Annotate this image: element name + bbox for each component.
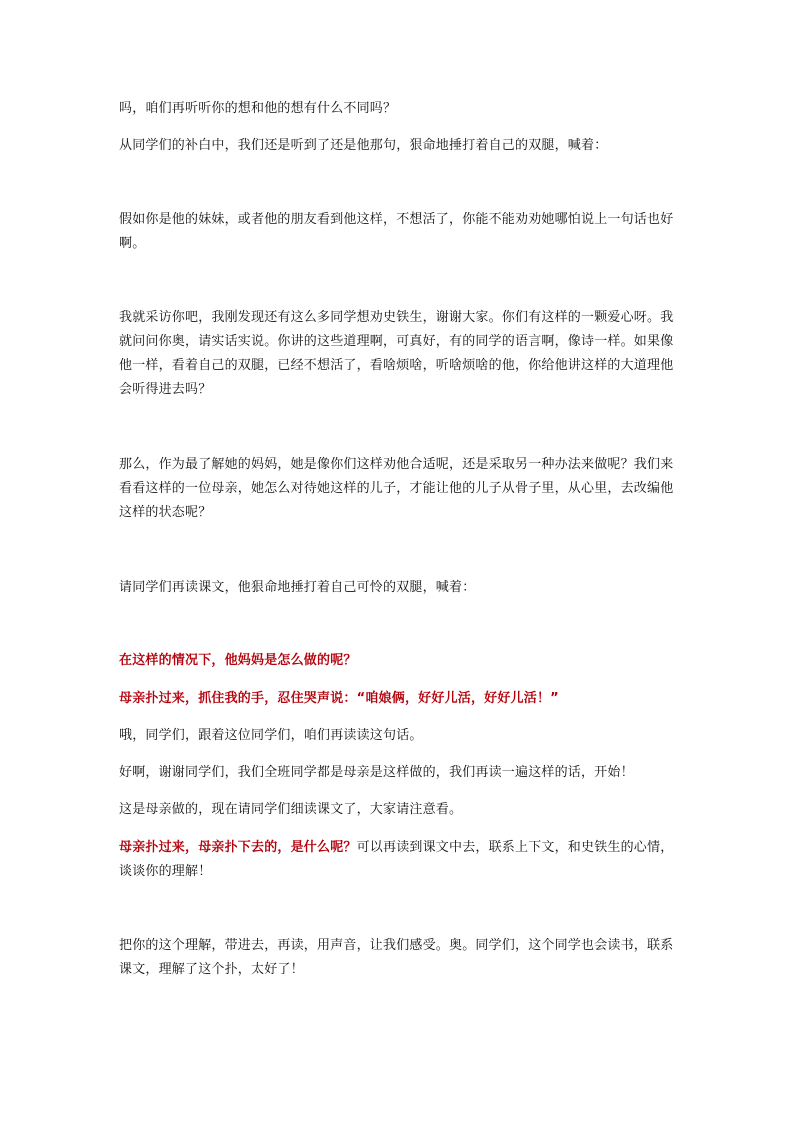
red-question-heading: 在这样的情况下，他妈妈是怎么做的呢？ bbox=[119, 653, 357, 668]
paragraph-2: 从同学们的补白中，我们还是听到了还是他那句，狠命地捶打着自己的双腿，喊着： bbox=[119, 138, 608, 153]
red-question-inline: 母亲扑过来，母亲扑下去的，是什么呢？ bbox=[119, 840, 357, 855]
paragraph-10: 好啊，谢谢同学们，我们全班同学都是母亲是这样做的，我们再读一遍这样的话，开始！ bbox=[119, 765, 634, 780]
paragraph-9: 哦，同学们，跟着这位同学们，咱们再读读这句话。 bbox=[119, 728, 423, 743]
paragraph-6: 请同学们再读课文，他狠命地捶打着自己可怜的双腿，喊着： bbox=[119, 580, 476, 595]
paragraph-12-continuation: 可以再读到课文中去，联系上下文，和史铁生的心情，谈谈你的理解！ bbox=[119, 840, 674, 879]
paragraph-1: 吗，咱们再听听你的想和他的想有什么不同吗？ bbox=[119, 101, 397, 116]
paragraph-11: 这是母亲做的，现在请同学们细读课文了，大家请注意看。 bbox=[119, 802, 463, 817]
paragraph-5: 那么，作为最了解她的妈妈，她是像你们这样劝他合适呢，还是采取另一种办法来做呢？我们来看看这样的一位母亲，她怎么对待她这样的儿子，才能让他的儿子从骨子里，从心里，去改编他这样的状态呢？ bbox=[119, 457, 674, 520]
red-quote-mother: 母亲扑过来，抓住我的手，忍住哭声说：“咱娘俩，好好儿活，好好儿活！” bbox=[119, 691, 559, 706]
paragraph-12 bbox=[119, 836, 679, 884]
paragraph-4: 我就采访你吧，我刚发现还有这么多同学想劝史铁生，谢谢大家。你们有这样的一颗爱心呀。我就问问你奥，请实话实说。你讲的这些道理啊，可真好，有的同学的语言啊，像诗一样。如果像他一样，看着自己的双腿，已经不想活了，看啥烦啥，听啥烦啥的他，你给他讲这样的大道理他会听得进去吗？ bbox=[119, 310, 674, 397]
paragraph-13: 把你的这个理解，带进去，再读，用声音，让我们感受。奥。同学们，这个同学也会读书，联系课文，理解了这个扑，太好了！ bbox=[119, 938, 674, 977]
paragraph-3: 假如你是他的妹妹，或者他的朋友看到他这样，不想活了，你能不能劝劝她哪怕说上一句话也好啊。 bbox=[119, 212, 674, 251]
